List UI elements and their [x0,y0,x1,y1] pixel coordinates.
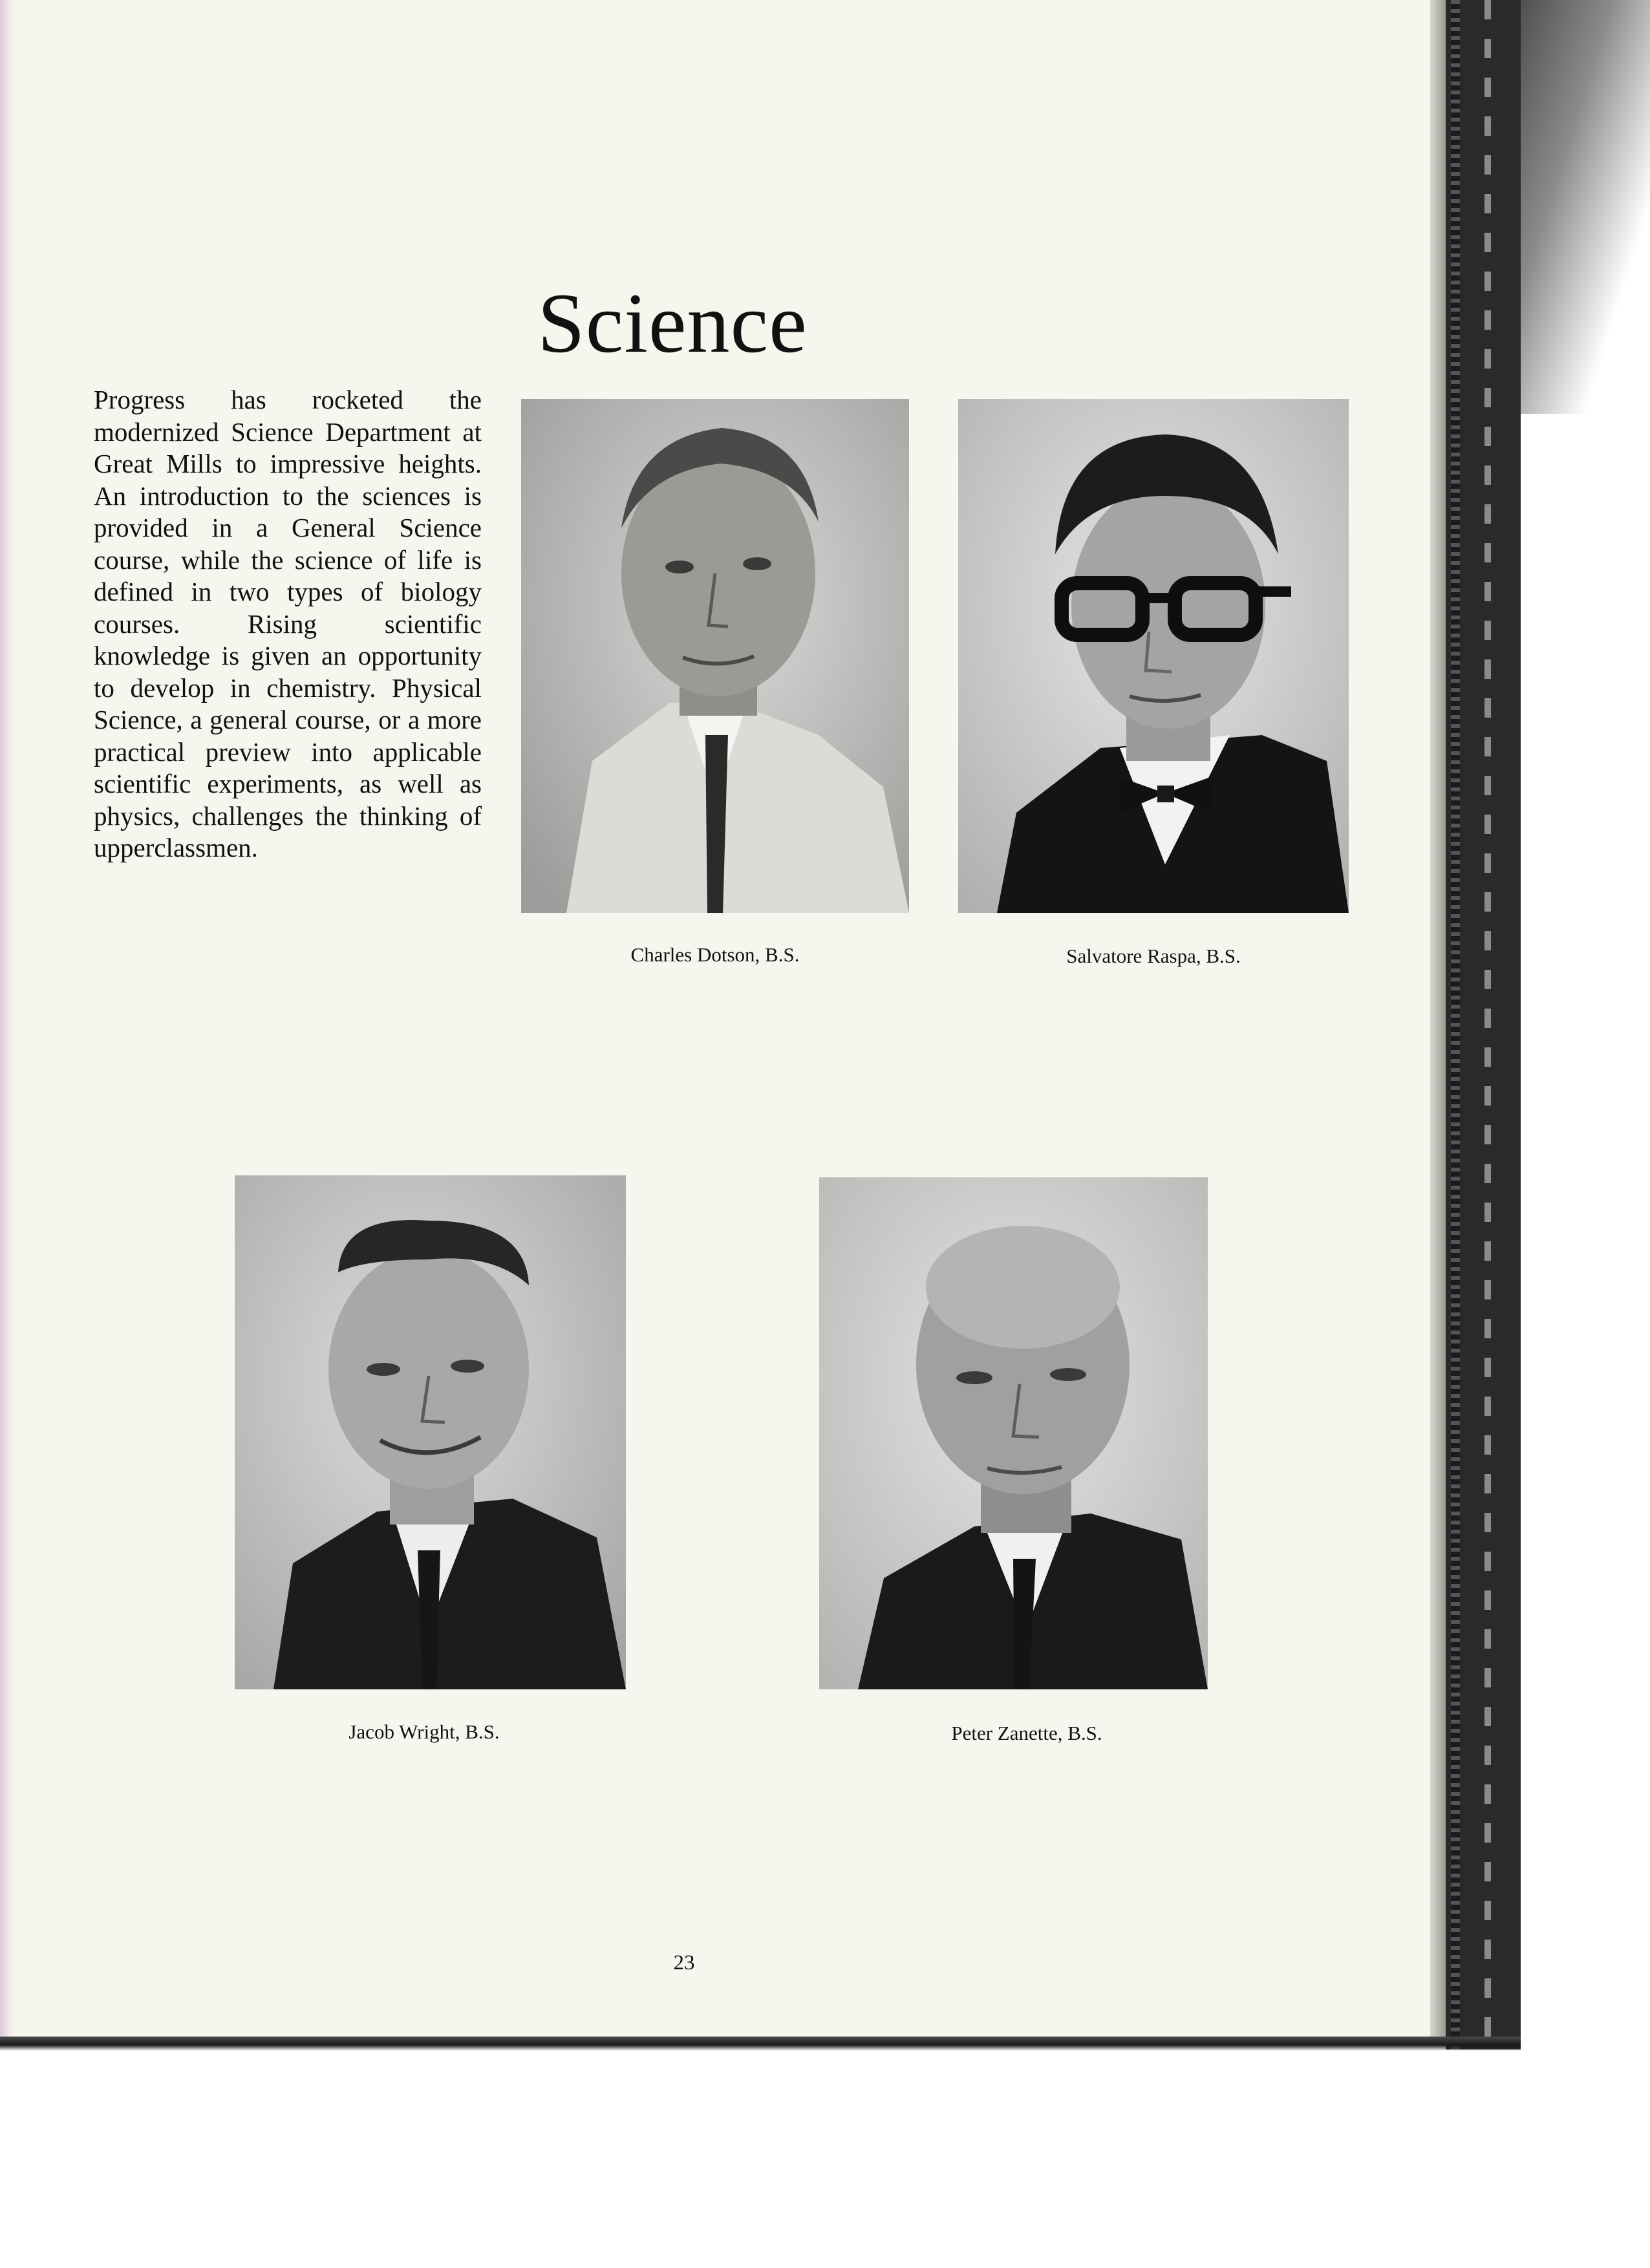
intro-paragraph: Progress has rocketed the modernized Science Department at Great Mills to impressive heights. An introduction to the sciences is provided in a General Science course, while the science of life is defined in two types of biology courses. Rising scientific knowledge is given an opportunity to develop in chemistry. Physical Science, a general course, or a more practical preview into applicable scientific experiments, as well as physics, challenges the thinking of upperclassmen. [94,385,482,862]
portrait-photo-salvatore-raspa [958,399,1349,913]
book-binding-strip [1446,0,1521,2049]
page-number: 23 [673,1951,695,1974]
binding-shadow [1521,0,1650,414]
caption-peter-zanette: Peter Zanette, B.S. [951,1722,1102,1744]
portrait-photo-peter-zanette [819,1177,1208,1689]
page-bottom-edge [0,2037,1521,2051]
caption-salvatore-raspa: Salvatore Raspa, B.S. [1066,945,1241,967]
caption-charles-dotson: Charles Dotson, B.S. [630,943,800,966]
page-left-shadow [0,0,14,2043]
page-right-edge [1430,0,1446,2043]
caption-jacob-wright: Jacob Wright, B.S. [348,1720,500,1743]
portrait-photo-jacob-wright [235,1175,626,1689]
page-title: Science [537,275,808,370]
portrait-photo-charles-dotson [521,399,909,913]
